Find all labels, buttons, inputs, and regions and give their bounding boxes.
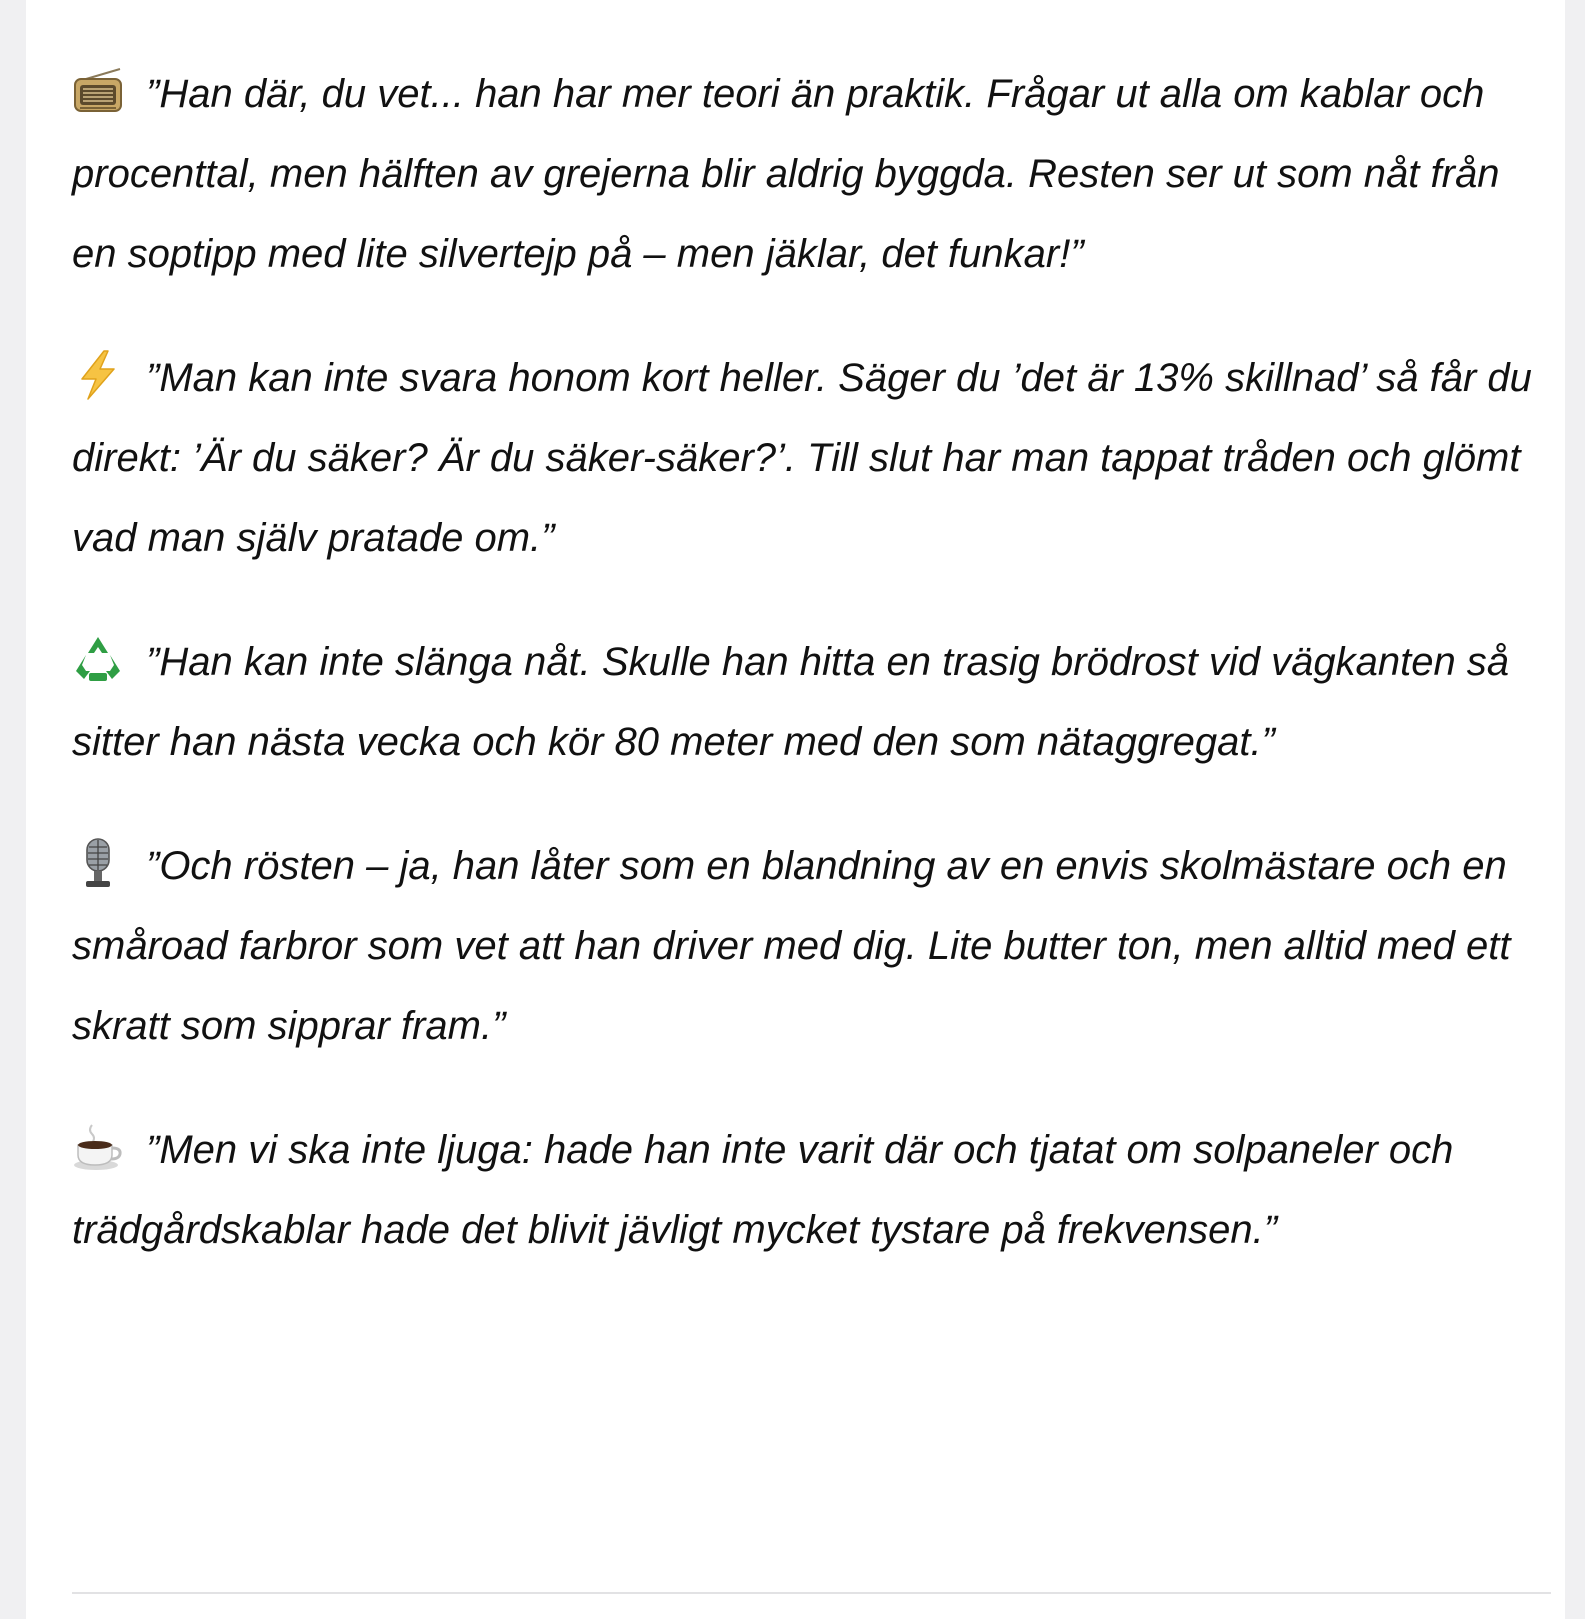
- quote-paragraph-microphone: [72, 826, 1537, 1066]
- quote-text: ”Han kan inte slänga nåt. Skulle han hitta en trasig brödrost vid vägkanten så sitter han nästa vecka och kör 80 meter med den som nätaggregat.”: [72, 640, 1510, 764]
- radio-icon: [72, 65, 124, 117]
- microphone-icon: [72, 837, 124, 889]
- quote-paragraph-recycle: [72, 622, 1537, 782]
- quote-text: ”Man kan inte svara honom kort heller. Säger du ’det är 13% skillnad’ så får du direkt: ’Är du säker? Är du säker-säker?’. Till slut har man tappat tråden och glömt vad man själv pratade om.”: [72, 356, 1532, 560]
- quote-text: ”Han där, du vet... han har mer teori än praktik. Frågar ut alla om kablar och procenttal, men hälften av grejerna blir aldrig byggda. Resten ser ut som nåt från en soptipp med lite silvertejp på – men jäklar, det funkar!”: [72, 72, 1500, 276]
- lightning-icon: [72, 349, 124, 401]
- quote-paragraph-lightning: [72, 338, 1537, 578]
- quote-paragraph-radio: [72, 54, 1537, 294]
- quote-paragraph-coffee: [72, 1110, 1537, 1270]
- quote-text: ”Men vi ska inte ljuga: hade han inte varit där och tjatat om solpaneler och trädgårdskablar hade det blivit jävligt mycket tystare på frekvensen.”: [72, 1128, 1454, 1252]
- coffee-icon: [72, 1121, 124, 1173]
- quote-text: ”Och rösten – ja, han låter som en blandning av en envis skolmästare och en småroad farbror som vet att han driver med dig. Lite butter ton, men alltid med ett skratt som sipprar fram.”: [72, 844, 1511, 1048]
- message-content: [72, 54, 1537, 1314]
- divider: [72, 1592, 1551, 1594]
- recycle-icon: [72, 633, 124, 685]
